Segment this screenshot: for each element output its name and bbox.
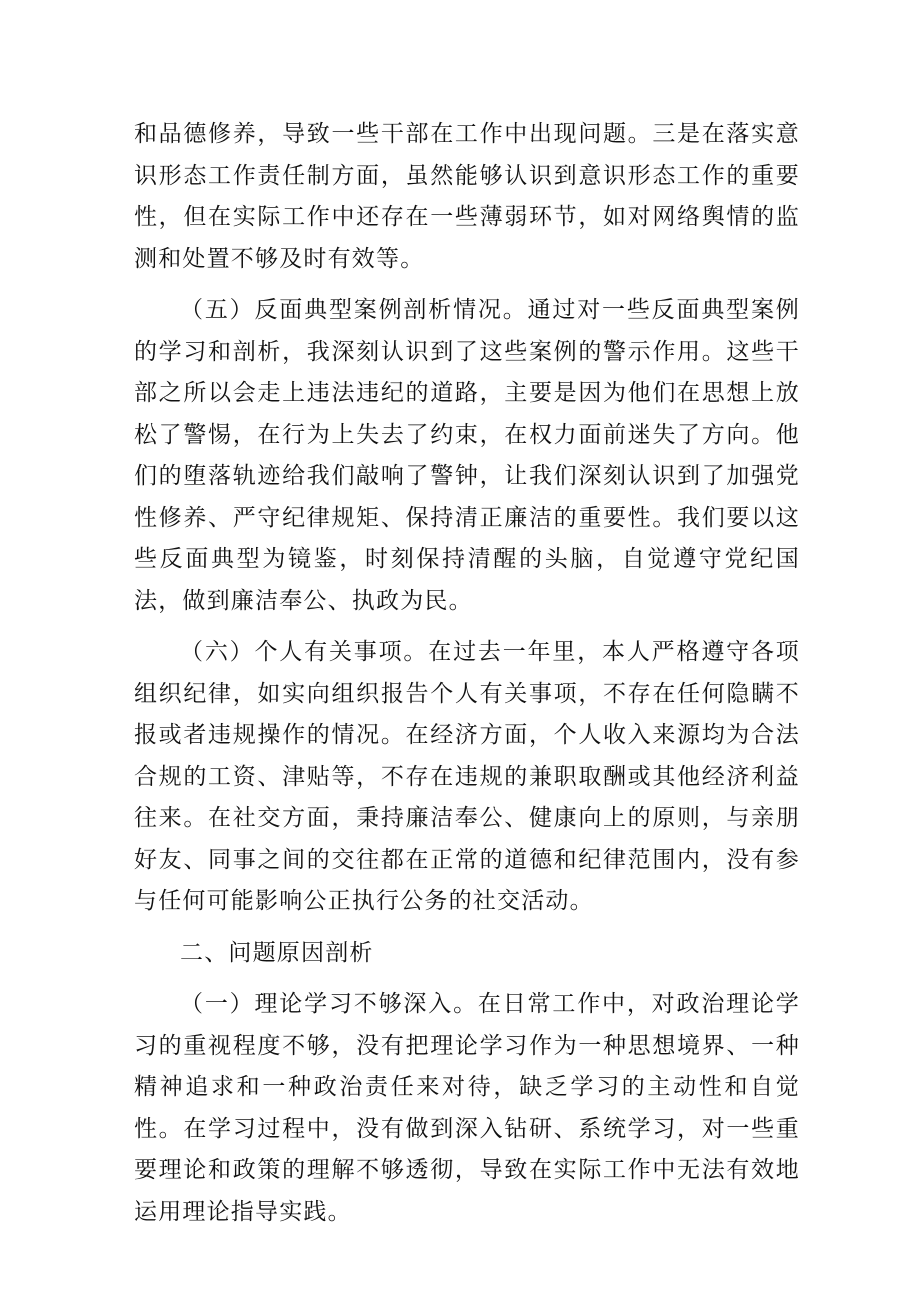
paragraph-section-5: （五）反面典型案例剖析情况。通过对一些反面典型案例的学习和剖析，我深刻认识到了这些案例的警示作用。这些干部之所以会走上违法违纪的道路，主要是因为他们在思想上放松了警惕，在行为上失去了约束，在权力面前迷失了方向。他们的堕落轨迹给我们敲响了警钟，让我们深刻认识到了加强党性修养、严守纪律规矩、保持清正廉洁的重要性。我们要以这些反面典型为镜鉴，时刻保持清醒的头脑，自觉遵守党纪国法，做到廉洁奉公、执政为民。 <box>134 297 800 614</box>
document-body <box>134 114 800 1243</box>
paragraph-section-6: （六）个人有关事项。在过去一年里，本人严格遵守各项组织纪律，如实向组织报告个人有关事项，不存在任何隐瞒不报或者违规操作的情况。在经济方面，个人收入来源均为合法合规的工资、津贴等，不存在违规的兼职取酬或其他经济利益往来。在社交方面，秉持廉洁奉公、健康向上的原则，与亲朋好友、同事之间的交往都在正常的道德和纪律范围内，没有参与任何可能影响公正执行公务的社交活动。 <box>134 639 800 914</box>
paragraph-subsection-1: （一）理论学习不够深入。在日常工作中，对政治理论学习的重视程度不够，没有把理论学习作为一种思想境界、一种精神追求和一种政治责任来对待，缺乏学习的主动性和自觉性。在学习过程中，没有做到深入钻研、系统学习，对一些重要理论和政策的理解不够透彻，导致在实际工作中无法有效地运用理论指导实践。 <box>134 991 800 1225</box>
section-heading: 二、问题原因剖析 <box>180 939 374 966</box>
paragraph-continued: 和品德修养，导致一些干部在工作中出现问题。三是在落实意识形态工作责任制方面，虽然能够认识到意识形态工作的重要性，但在实际工作中还存在一些薄弱环节，如对网络舆情的监测和处置不够及时有效等。 <box>134 121 800 272</box>
